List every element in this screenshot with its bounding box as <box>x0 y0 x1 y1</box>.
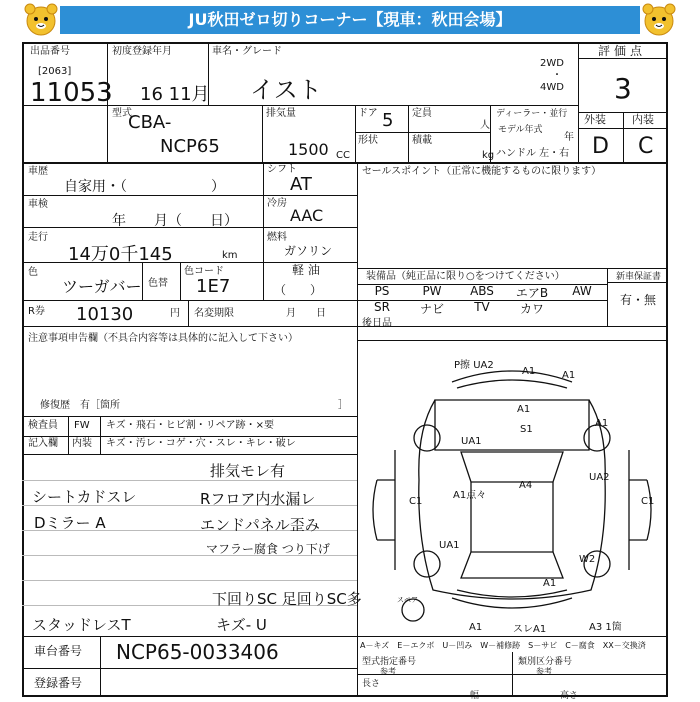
person-unit: 人 <box>480 120 490 131</box>
length-label: 長さ <box>362 679 381 689</box>
interior-value: C <box>638 134 654 159</box>
fw-items: キズ・飛石・ヒビ割・リペア跡・×要 <box>106 420 274 431</box>
capacity-label: 定員 <box>412 108 432 119</box>
damage-mark: A1 <box>469 622 483 633</box>
color-code-label: 色コード <box>184 266 224 277</box>
fuel-value-3: （ ） <box>274 283 323 297</box>
mileage-unit: km <box>222 250 238 261</box>
color-value: ツーガバー <box>62 277 142 296</box>
doors-label: ドア <box>358 108 378 119</box>
damage-mark: A3 1箇 <box>589 622 622 633</box>
score-value: 3 <box>614 72 632 105</box>
score-label: 評価点 <box>598 44 647 58</box>
equipment-item: TV <box>474 300 490 314</box>
drive-2wd: 2WD <box>540 58 564 69</box>
dealer-label: ディーラー・並行 <box>496 109 568 119</box>
damage-mark: A1 <box>517 404 531 415</box>
damage-mark: C1 <box>409 496 423 507</box>
model-value-2: NCP65 <box>160 136 220 157</box>
name-label: 車名・グレード <box>212 46 282 57</box>
damage-mark: UA2 <box>589 472 610 483</box>
bear-mascot-icon <box>640 3 678 37</box>
color-swap-label: 色替 <box>148 278 168 289</box>
note-line: Rフロア内水漏レ <box>200 490 316 508</box>
type-cert-label: 型式指定番号 <box>362 657 417 667</box>
displacement-value: 1500 <box>288 140 329 159</box>
damage-mark: P擦 UA2 <box>454 360 494 371</box>
name-value: イスト <box>250 76 322 104</box>
width-label: 幅 <box>470 691 480 701</box>
new-car-warranty-label: 新車保証書 <box>616 272 662 282</box>
color-label: 色 <box>28 267 38 278</box>
registration-label: 登録番号 <box>34 676 83 690</box>
damage-mark: UA1 <box>439 540 460 551</box>
displacement-label: 排気量 <box>266 108 296 119</box>
model-year-label: モデル年式 <box>498 125 543 135</box>
handle-label: ハンドル 左・右 <box>496 148 570 159</box>
note-line: エンドパネル歪み <box>200 516 320 534</box>
damage-mark: A4 <box>519 480 533 491</box>
damage-mark: A1 <box>543 578 557 589</box>
repair-history-label: 修復歴 有［箇所 <box>40 400 120 411</box>
damage-mark: A1 <box>522 366 536 377</box>
kg-unit: kg <box>482 150 495 161</box>
first-reg-value: 16 11月 <box>140 84 210 105</box>
repair-history-close: ］ <box>338 400 348 411</box>
equipment-item: PS <box>374 284 390 298</box>
equipment-item: カワ <box>519 302 544 316</box>
ac-label: 冷房 <box>267 198 287 209</box>
first-reg-label: 初度登録年月 <box>112 46 172 57</box>
damage-mark: C1 <box>641 496 655 507</box>
car-damage-diagram <box>357 340 668 636</box>
fw-label: FW <box>74 420 90 431</box>
mileage-value: 14万0千145 <box>68 244 173 265</box>
equipment-item: エアB <box>515 286 549 300</box>
chassis-value: NCP65-0033406 <box>116 640 279 664</box>
equipment-item: ナビ <box>419 302 444 316</box>
shift-value: AT <box>290 174 312 195</box>
name-change-value: 月 日 <box>286 308 326 319</box>
shape-label: 形状 <box>358 135 378 146</box>
damage-mark: S1 <box>520 424 533 435</box>
drive-dot: ・ <box>552 70 562 81</box>
note-line: 排気モレ有 <box>210 462 286 480</box>
note-line: 下回りSC 足回りSC多 <box>212 590 362 608</box>
damage-mark: A1点々 <box>453 490 487 501</box>
load-label: 積載 <box>412 135 432 146</box>
fuel-value-2: 軽 油 <box>292 263 320 277</box>
year-unit: 年 <box>564 132 574 143</box>
damage-mark: W2 <box>579 554 596 565</box>
category-label: 類別区分番号 <box>518 657 573 667</box>
history-label: 車歴 <box>28 166 48 177</box>
interior-label: 内装 <box>632 113 654 126</box>
exterior-value: D <box>592 134 609 159</box>
rear-item-label: 後日品 <box>362 318 392 329</box>
damage-mark: UA1 <box>461 436 482 447</box>
fuel-label: 燃料 <box>267 232 287 243</box>
new-car-warranty-value: 有・無 <box>620 293 657 307</box>
drive-4wd: 4WD <box>540 82 564 93</box>
shaken-label: 車検 <box>28 199 48 210</box>
model-value-1: CBA- <box>128 112 172 133</box>
shaken-value: 年 月（ 日） <box>112 213 238 229</box>
note-line: マフラー腐食 つり下げ <box>206 542 330 556</box>
displacement-unit: CC <box>336 150 350 161</box>
equipment-grid <box>357 284 607 316</box>
recycle-unit: 円 <box>170 308 180 319</box>
lot-sub: [2063] <box>38 66 72 77</box>
interior-insp-items: キズ・汚レ・コゲ・穴・スレ・キレ・破レ <box>106 438 296 449</box>
mileage-label: 走行 <box>28 232 48 243</box>
chassis-label: 車台番号 <box>34 644 83 658</box>
equipment-item: SR <box>374 300 390 314</box>
recycle-value: 10130 <box>76 304 134 325</box>
note-line: シートカドスレ <box>32 488 137 506</box>
ac-value: AAC <box>290 206 324 225</box>
equipment-item: PW <box>422 284 442 298</box>
history-value: 自家用・（ ） <box>64 179 225 195</box>
damage-mark: A1 <box>562 370 576 381</box>
damage-mark: A1 <box>595 418 609 429</box>
reference-1: 参考 <box>380 667 396 676</box>
equipment-label: 装備品（純正品に限り○をつけてください） <box>366 271 565 282</box>
doors-value: 5 <box>382 110 394 131</box>
header-title: JU秋田ゼロ切りコーナー【現車：秋田会場】 <box>60 6 640 34</box>
note-line: キズ- U <box>216 616 267 634</box>
damage-legend: A－キズ E－エクボ U－凹み W－補修跡 S－サビ C－腐食 XX－交換済 <box>360 641 646 650</box>
bear-mascot-icon <box>22 3 60 37</box>
shift-label: シフト <box>267 164 297 175</box>
color-code-value: 1E7 <box>196 276 231 297</box>
equipment-item: ABS <box>470 284 494 298</box>
lot-number: 11053 <box>30 78 113 108</box>
note-line: Dミラー A <box>34 514 106 532</box>
interior-insp-label: 内装 <box>72 438 92 449</box>
exterior-label: 外装 <box>584 113 606 126</box>
reference-2: 参考 <box>536 667 552 676</box>
lot-number-label: 出品番号 <box>30 46 70 57</box>
damage-mark: スレA1 <box>513 624 547 635</box>
recycle-label: R券 <box>28 306 45 317</box>
selling-points-label: セールスポイント（正常に機能するものに限ります） <box>362 166 602 177</box>
notes-label: 注意事項申告欄（不具合内容等は具体的に記入して下さい） <box>28 333 298 344</box>
spare-label: スペア <box>397 596 418 604</box>
equipment-item: AW <box>572 284 592 298</box>
fuel-value-1: ガソリン <box>284 244 333 258</box>
inspector-label-1: 検査員 <box>28 420 58 431</box>
note-line: スタッドレスT <box>32 616 131 634</box>
name-change-label: 名変期限 <box>194 308 234 319</box>
model-label: 型式 <box>112 108 132 119</box>
height-label: 高さ <box>560 691 579 701</box>
inspector-label-2: 記入欄 <box>28 438 58 449</box>
